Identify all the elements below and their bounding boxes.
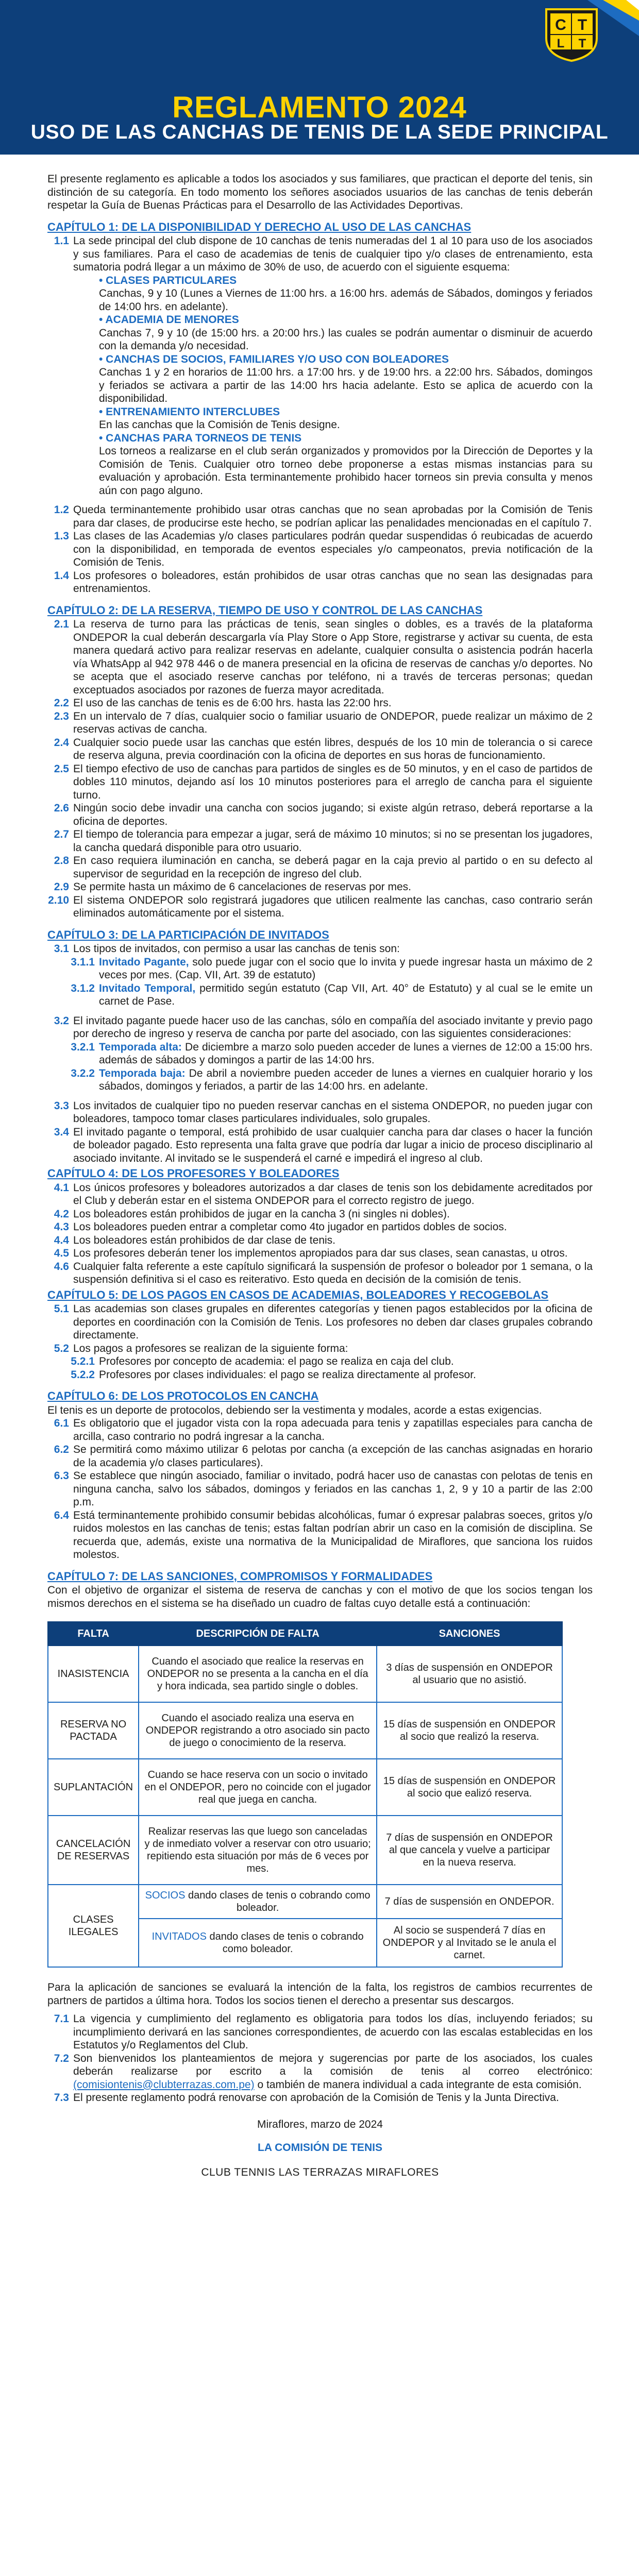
clause-6-1: 6.1 Es obligatorio que el jugador vista con la ropa adecuada para tenis y zapatillas especiales para cancha de arcilla, caso contrario no podrá ingresar a la cancha. bbox=[54, 1417, 593, 1443]
sanctions-note: Para la aplicación de sanciones se evaluará la intención de la falta, los registros de cambios recurrentes de partners de partidos a última hora. Todos los socios tienen el derecho a presentar sus descargos. bbox=[47, 1981, 593, 2007]
svg-text:T: T bbox=[578, 37, 586, 50]
clause-4-1: 4.1 Los únicos profesores y boleadores autorizados a dar clases de tenis son los debidamente acreditados por el Club y deberán estar en el sistema ONDEPOR para el correcto registro de juego. bbox=[54, 1181, 593, 1207]
clause-5-2-1: 5.2.1 Profesores por concepto de academia: el pago se realiza en caja del club. bbox=[71, 1355, 454, 1367]
clause-2-8: 2.8 En caso requiera iluminación en cancha, se deberá pagar en la caja previo al partido o en su defecto al supervisor de seguridad en la recepción de ingreso del club. bbox=[54, 855, 593, 880]
clause-3-1-1: 3.1.1 Invitado Pagante, solo puede jugar con el socio que lo invita y puede ingresar hasta un máximo de 2 veces por mes. (Cap. VII, Art. 39 de estatuto) bbox=[71, 956, 593, 981]
table-header-row bbox=[48, 1622, 562, 1646]
footer-commission: LA COMISIÓN DE TENIS bbox=[258, 2142, 382, 2154]
sancion-cell: 15 días de suspensión en ONDEPOR al socio que ealizó reserva. bbox=[377, 1759, 562, 1816]
descripcion-cell: SOCIOS dando clases de tenis o cobrando como boleador. bbox=[139, 1885, 377, 1919]
chapter-5-title: CAPÍTULO 5: DE LOS PAGOS EN CASOS DE ACADEMIAS, BOLEADORES Y RECOGEBOLAS bbox=[47, 1288, 549, 1301]
clause-2-6: 2.6 Ningún socio debe invadir una cancha con socios jugando; si existe algún retraso, deberá reportarse a la oficina de deportes. bbox=[54, 802, 593, 827]
descripcion-cell: Cuando el asociado que realice la reservas en ONDEPOR no se presenta a la cancha en el día y hora indicada, sea partido single o dobles. bbox=[139, 1646, 377, 1702]
descripcion-cell: INVITADOS dando clases de tenis o cobrando como boleador. bbox=[139, 1919, 377, 1967]
clause-2-3: 2.3 En un intervalo de 7 días, cualquier socio o familiar usuario de ONDEPOR, puede realizar un máximo de 2 reservas activas de cancha. bbox=[54, 710, 593, 735]
footer-club-name: CLUB TENNIS LAS TERRAZAS MIRAFLORES bbox=[201, 2166, 439, 2178]
clause-6-3: 6.3 Se establece que ningún asociado, familiar o invitado, podrá hacer uso de canastas con pelotas de tenis en ninguna cancha, salvo los sábados, domingos y feriados en las canchas 1, 2, 9 y 10 a partir de las 2:00 p.m. bbox=[54, 1470, 593, 1508]
sancion-cell: 7 días de suspensión en ONDEPOR al que cancela y vuelve a participar en la nueva reserva. bbox=[377, 1816, 562, 1885]
chapter-6-intro: El tenis es un deporte de protocolos, debiendo ser la vestimenta y modales, acorde a estas exigencias. bbox=[47, 1404, 542, 1416]
clause-5-1: 5.1 Las academias son clases grupales en diferentes categorías y tienen pagos establecidos por la oficina de deportes en coordinación con la Comisión de Tenis. Los profesores no deben dar clases grupales cobrando directamente. bbox=[54, 1303, 593, 1341]
clause-3-4: 3.4 El invitado pagante o temporal, está prohibido de usar cualquier cancha para dar clases o hacer la función de boleador pagado. Esto representa una falta grave que podría dar lugar a inicio de proceso disciplinario al asociado invitante. Al invitado se le suspenderá el carné e impedirá el ingreso al club. bbox=[54, 1126, 593, 1164]
svg-text:L: L bbox=[557, 37, 565, 50]
table-row bbox=[48, 1759, 562, 1816]
clause-2-7: 2.7 El tiempo de tolerancia para empezar a jugar, será de máximo 10 minutos; si no se presentan los jugadores, la cancha quedará disponible para otro usuario. bbox=[54, 828, 593, 854]
clause-1-2: 1.2 Queda terminantemente prohibido usar otras canchas que no sean aprobadas por la Comisión de Tenis para dar clases, de producirse este hecho, se podrían aplicar las penalidades mencionadas en el capítulo 7. bbox=[54, 504, 593, 529]
clause-1-4: 1.4 Los profesores o boleadores, están prohibidos de usar otras canchas que no sean las designadas para entrenamientos. bbox=[54, 569, 593, 595]
descripcion-cell: Realizar reservas las que luego son canceladas y de inmediato volver a reservar con otro usuario; repitiendo esta situación por más de 6 veces por mes. bbox=[139, 1816, 377, 1885]
falta-cell: RESERVA NO PACTADA bbox=[48, 1702, 139, 1759]
sanctions-table bbox=[47, 1621, 563, 1968]
clause-7-2: 7.2 Son bienvenidos los planteamientos de mejora y sugerencias por parte de los asociados, los cuales deberán realizarse por escrito a la comisión de tenis al correo electrónico: (comisiontenis@clubterrazas.com.pe) o también de manera individual a cada integrante de esta comisión. bbox=[54, 2052, 593, 2091]
table-row bbox=[48, 1702, 562, 1759]
schedule-list: • CLASES PARTICULARES Canchas, 9 y 10 (Lunes a Viernes de 11:00 hrs. a 16:00 hrs. además de Sábados, domingos y feriados de 14:00 hrs. en adelante). • ACADEMIA DE MENORES Canchas 7, 9 y 10 (de 15:00 hrs. a 20:00 hrs.) las cuales se podrán aumentar o disminuir de acuerdo con la demanda y/o necesidad. • CANCHAS DE SOCIOS, FAMILIARES Y/O USO CON BOLEADORES Canchas 1 y 2 en horarios de 11:00 hrs. a 17:00 hrs. y de 19:00 hrs. a 22:00 hrs. Sábados, domingos y feriados se activara a partir de las 14:00 hrs hacia adelante. Esto se aplica de acuerdo con la disponibilidad. • ENTRENAMIENTO INTERCLUBES En las canchas que la Comisión de Tenis designe. • CANCHAS PARA TORNEOS DE TENIS Los torneos a realizarse en el club serán organizados y promovidos por la Dirección de Deportes y la Comisión de Tenis. Cualquier otro torneo debe proponerse a estas mismas instancias para su evaluación y aprobación. Esta terminantemente prohibido hacer torneos sin previa consulta y menos aún con pago alguno. bbox=[99, 274, 593, 497]
col-sanciones: SANCIONES bbox=[377, 1622, 562, 1646]
chapter-6-clauses bbox=[47, 1417, 593, 1562]
sancion-cell: 3 días de suspensión en ONDEPOR al usuario que no asistió. bbox=[377, 1646, 562, 1702]
club-logo bbox=[541, 6, 602, 63]
bullet-clases-particulares: • CLASES PARTICULARES bbox=[99, 274, 237, 286]
clause-2-10: 2.10 El sistema ONDEPOR solo registrará jugadores que utilicen realmente las canchas, caso contrario serán eliminados automáticamente por el sistema. bbox=[48, 894, 593, 919]
clause-6-4: 6.4 Está terminantemente prohibido consumir bebidas alcohólicas, fumar ó expresar palabras soeces, gritos y/o ruidos molestos en las canchas de tenis; estas faltan podrían abrir un caso en la comisión de disciplina. Se recuerda que, además, existe una normativa de la Municipalidad de Miraflores, que sanciona los ruidos molestos. bbox=[54, 1509, 593, 1561]
chapter-2-clauses bbox=[47, 618, 593, 920]
page-subtitle: USO DE LAS CANCHAS DE TENIS DE LA SEDE PRINCIPAL bbox=[30, 121, 609, 143]
descripcion-cell: Cuando el asociado realiza una eserva en ONDEPOR registrando a otro asociado sin pacto de juego o conocimiento de la reserva. bbox=[139, 1702, 377, 1759]
clause-4-5: 4.5 Los profesores deberán tener los implementos apropiados para dar sus clases, sean canastas, u otros. bbox=[54, 1247, 568, 1259]
chapter-4-title: CAPÍTULO 4: DE LOS PROFESORES Y BOLEADORES bbox=[47, 1167, 340, 1180]
table-row bbox=[48, 1816, 562, 1885]
bullet-torneos: • CANCHAS PARA TORNEOS DE TENIS bbox=[99, 432, 302, 444]
clause-3-3: 3.3 Los invitados de cualquier tipo no pueden reservar canchas en el sistema ONDEPOR, no pueden jugar con boleadores, tampoco tomar clases particulares individuales, solo grupales. bbox=[54, 1099, 593, 1125]
falta-cell: INASISTENCIA bbox=[48, 1646, 139, 1702]
bullet-interclubes: • ENTRENAMIENTO INTERCLUBES bbox=[99, 405, 280, 418]
footer-date: Miraflores, marzo de 2024 bbox=[257, 2118, 383, 2130]
falta-cell: CANCELACIÓN DE RESERVAS bbox=[48, 1816, 139, 1885]
clause-3-1-2: 3.1.2 Invitado Temporal, permitido según estatuto (Cap VII, Art. 40° de Estatuto) y al cual se le emite un carnet de Pase. bbox=[71, 982, 593, 1007]
sancion-cell: 7 días de suspensión en ONDEPOR. bbox=[377, 1885, 562, 1919]
clause-7-3: 7.3 El presente reglamento podrá renovarse con aprobación de la Comisión de Tenis y la Junta Directiva. bbox=[54, 2092, 559, 2104]
commission-email-link[interactable]: (comisiontenis@clubterrazas.com.pe) bbox=[73, 2078, 255, 2091]
chapter-1-title: CAPÍTULO 1: DE LA DISPONIBILIDAD Y DERECHO AL USO DE LAS CANCHAS bbox=[47, 220, 472, 233]
clause-5-2: 5.2 Los pagos a profesores se realizan de la siguiente forma: bbox=[54, 1342, 348, 1354]
clause-5-2-2: 5.2.2 Profesores por clases individuales: el pago se realiza directamente al profesor. bbox=[71, 1368, 476, 1381]
clause-1-1: 1.1 La sede principal del club dispone de 10 canchas de tenis numeradas del 1 al 10 para uso de los asociados y sus familiares. Para el caso de academias de tenis de cualquier tipo y/o clases de entrenamiento, esta sumatoria podrá llegar a un máximo de 30% de uso, de acuerdo con el siguiente esquema: • CLASES PARTICULARES Canchas, 9 y 10 (Lunes a Viernes de 11:00 hrs. a 16:00 hrs. además de Sábados, domingos y feriados de 14:00 hrs. en adelante). • ACADEMIA DE MENORES Canchas 7, 9 y 10 (de 15:00 hrs. a 20:00 hrs.) las cuales se podrán aumentar o disminuir de acuerdo con la demanda y/o necesidad. • CANCHAS DE SOCIOS, FAMILIARES Y/O USO CON BOLEADORES Canchas 1 y 2 en horarios de 11:00 hrs. a 17:00 hrs. y de 19:00 hrs. a 22:00 hrs. Sábados, domingos y feriados se activara a partir de las 14:00 hrs hacia adelante. Esto se aplica de acuerdo con la disponibilidad. • ENTRENAMIENTO INTERCLUBES En las canchas que la Comisión de Tenis designe. • CANCHAS PARA TORNEOS DE TENIS Los torneos a realizarse en el club serán organizados y promovidos por la Dirección de Deportes y la Comisión de Tenis. Cualquier otro torneo debe proponerse a estas mismas instancias para su evaluación y aprobación. Esta terminantemente prohibido hacer torneos sin previa consulta y menos aún con pago alguno. bbox=[54, 235, 593, 497]
clause-6-2: 6.2 Se permitirá como máximo utilizar 6 pelotas por cancha (a excepción de las canchas asignadas en horario de la academia y/o clases particulares). bbox=[54, 1444, 593, 1469]
intro-paragraph: El presente reglamento es aplicable a todos los asociados y sus familiares, que practican el deporte del tenis, sin distinción de su categoría. En todo momento los señores asociados usuarios de las canchas de tenis deberán respetar la Guía de Buenas Prácticas para el Desarrollo de las Actividades Deportivas. bbox=[47, 173, 593, 211]
clause-1-3: 1.3 Las clases de las Academias y/o clases particulares podrán quedar suspendidas ó reubicadas de acuerdo con la disponibilidad, en temporada de eventos especiales y/o campeonatos, previa notificación de la Comisión de Tenis. bbox=[54, 530, 593, 568]
chapter-6-title: CAPÍTULO 6: DE LOS PROTOCOLOS EN CANCHA bbox=[47, 1389, 319, 1402]
chapter-4-clauses bbox=[47, 1181, 593, 1286]
falta-cell: SUPLANTACIÓN bbox=[48, 1759, 139, 1816]
svg-text:T: T bbox=[577, 16, 587, 33]
chapter-3-title: CAPÍTULO 3: DE LA PARTICIPACIÓN DE INVITADOS bbox=[47, 928, 329, 941]
bullet-canchas-socios: • CANCHAS DE SOCIOS, FAMILIARES Y/O USO CON BOLEADORES bbox=[99, 353, 449, 365]
clause-2-5: 2.5 El tiempo efectivo de uso de canchas para partidos de singles es de 50 minutos, y en el caso de partidos de dobles 110 minutos, dejando así los 10 minutos posteriores para el arreglo de cancha para el siguiente turno. bbox=[54, 762, 593, 801]
sancion-cell: Al socio se suspenderá 7 días en ONDEPOR y al Invitado se le anula el carnet. bbox=[377, 1919, 562, 1967]
clause-4-4: 4.4 Los boleadores están prohibidos de dar clase de tenis. bbox=[54, 1234, 336, 1246]
bullet-academia: • ACADEMIA DE MENORES bbox=[99, 314, 239, 326]
regulation-body bbox=[47, 173, 593, 2179]
clause-2-9: 2.9 Se permite hasta un máximo de 6 cancelaciones de reservas por mes. bbox=[54, 881, 411, 893]
chapter-2-title: CAPÍTULO 2: DE LA RESERVA, TIEMPO DE USO Y CONTROL DE LAS CANCHAS bbox=[47, 603, 483, 617]
chapter-7-title: CAPÍTULO 7: DE LAS SANCIONES, COMPROMISOS Y FORMALIDADES bbox=[47, 1569, 433, 1583]
clause-2-4: 2.4 Cualquier socio puede usar las canchas que estén libres, después de los 10 min de tolerancia o si carece de reserva alguna, previa coordinación con la oficina de deportes en sus horas de funcionamiento. bbox=[54, 736, 593, 761]
table-row bbox=[48, 1646, 562, 1702]
chapter-7-intro: Con el objetivo de organizar el sistema de reserva de canchas y con el motivo de que los socios tengan los mismos derechos en el sistema se ha diseñado un cuadro de faltas cuyo detalle está a continuación: bbox=[47, 1584, 593, 1609]
header-banner bbox=[0, 0, 639, 155]
clause-4-2: 4.2 Los boleadores están prohibidos de jugar en la cancha 3 (ni singles ni dobles). bbox=[54, 1208, 450, 1220]
clause-3-2-1: 3.2.1 Temporada alta: De diciembre a marzo solo pueden acceder de lunes a viernes de 12:00 a 15:00 hrs. además de sábados y domingos a partir de las 14:00 hrs. bbox=[71, 1041, 593, 1066]
col-descripcion: DESCRIPCIÓN DE FALTA bbox=[139, 1622, 377, 1646]
clause-4-6: 4.6 Cualquier falta referente a este capítulo significará la suspensión de profesor o boleador por 1 semana, o la suspensión definitiva si el caso es reiterativo. Esto queda en decisión de la comisión de tenis. bbox=[54, 1260, 593, 1285]
clause-2-2: 2.2 El uso de las canchas de tenis es de 6:00 hrs. hasta las 22:00 hrs. bbox=[54, 697, 392, 709]
falta-cell: CLASES ILEGALES bbox=[48, 1885, 139, 1967]
col-falta: FALTA bbox=[48, 1622, 139, 1646]
clause-2-1: 2.1 La reserva de turno para las prácticas de tenis, sean singles o dobles, es a través de la plataforma ONDEPOR la cual deberán descargarla vía Play Store o App Store, registrarse y activar su cuenta, de esta manera quedará activo para realizar reservas en adelante, cualquier consulta o asistencia podrán hacerla vía WhatsApp al 942 978 446 o de manera presencial en la oficina de reservas de canchas y/o deportes. No se acepta que el asociado reserve canchas por teléfono, ni a través de terceras personas; quedan exceptuados asociados por razones de fuerza mayor acreditada. bbox=[54, 618, 593, 696]
descripcion-cell: Cuando se hace reserva con un socio o invitado en el ONDEPOR, pero no coincide con el jugador real que juega en cancha. bbox=[139, 1759, 377, 1816]
clause-7-1: 7.1 La vigencia y cumplimiento del reglamento es obligatoria para todos los días, incluyendo feriados; su incumplimiento derivará en las sanciones correspondientes, de acuerdo con las escalas establecidas en los Estatutos y/o Reglamentos del Club. bbox=[54, 2013, 593, 2051]
page-title: REGLAMENTO 2024 bbox=[172, 91, 467, 124]
footer bbox=[47, 2118, 593, 2179]
table-row-clases-ilegales-1 bbox=[48, 1885, 562, 1919]
clause-4-3: 4.3 Los boleadores pueden entrar a completar como 4to jugador en partidos dobles de socios. bbox=[54, 1221, 507, 1233]
svg-text:C: C bbox=[555, 16, 566, 33]
sancion-cell: 15 días de suspensión en ONDEPOR al socio que realizó la reserva. bbox=[377, 1702, 562, 1759]
clause-3-2-2: 3.2.2 Temporada baja: De abril a noviembre pueden acceder de lunes a viernes en cualquier horario y los sábados, domingos y feriados, a partir de las 14:00 hrs. en adelante. bbox=[71, 1067, 593, 1092]
clause-3-2: 3.2 El invitado pagante puede hacer uso de las canchas, sólo en compañía del asociado invitante y previo pago por derecho de ingreso y reserva de cancha por parte del asociado, con las siguientes consideraciones: bbox=[54, 1014, 593, 1040]
sanctions-table-body bbox=[48, 1646, 562, 1885]
clause-3-1: 3.1 Los tipos de invitados, con permiso a usar las canchas de tenis son: bbox=[54, 943, 400, 955]
